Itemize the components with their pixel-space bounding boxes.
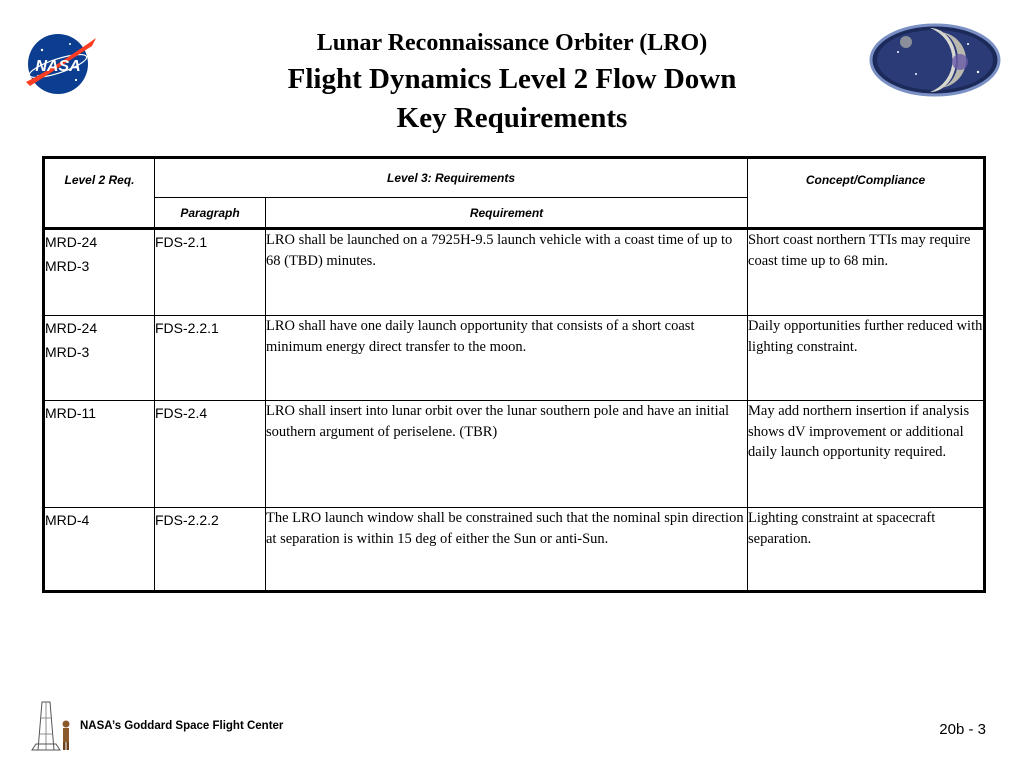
- level2-ref: MRD-3: [45, 258, 90, 274]
- concept-cell: Daily opportunities further reduced with lighting constraint.: [748, 316, 985, 401]
- level2-ref: MRD-24: [45, 234, 98, 250]
- requirement-cell: LRO shall insert into lunar orbit over the lunar southern pole and have an initial southern argument of periselene. (TBR): [266, 401, 748, 508]
- title-line-3: Key Requirements: [396, 102, 628, 134]
- header-concept: Concept/Compliance: [748, 158, 985, 229]
- paragraph-cell: FDS-2.1: [155, 229, 266, 316]
- level2-ref: MRD-24: [45, 320, 98, 336]
- paragraph-cell: FDS-2.2.1: [155, 316, 266, 401]
- nasa-logo-text: NASA: [35, 58, 81, 75]
- table-row: [44, 229, 985, 316]
- concept-cell: May add northern insertion if analysis shows dV improvement or additional daily launch opportunity required.: [748, 401, 985, 508]
- page-title: [200, 26, 824, 138]
- goddard-rocket-icon: [28, 698, 76, 754]
- level2-cell: [44, 508, 155, 592]
- level2-ref: MRD-3: [45, 344, 90, 360]
- title-line-1: Lunar Reconnaissance Orbiter (LRO): [316, 30, 708, 56]
- concept-cell: Short coast northern TTIs may require coast time up to 68 min.: [748, 229, 985, 316]
- page-number: 20b - 3: [939, 721, 986, 738]
- concept-cell: Lighting constraint at spacecraft separation.: [748, 508, 985, 592]
- header-paragraph: Paragraph: [155, 198, 266, 229]
- level2-cell: [44, 316, 155, 401]
- requirements-table: [42, 156, 986, 593]
- level2-cell: [44, 401, 155, 508]
- table-row: [44, 316, 985, 401]
- header-requirement: Requirement: [266, 198, 748, 229]
- header-level3: Level 3: Requirements: [155, 158, 748, 198]
- level2-ref: MRD-11: [45, 405, 97, 421]
- header-level2: Level 2 Req.: [44, 158, 155, 229]
- table-row: [44, 508, 985, 592]
- level2-ref: MRD-4: [45, 512, 90, 528]
- requirement-cell: LRO shall have one daily launch opportunity that consists of a short coast minimum energy direct transfer to the moon.: [266, 316, 748, 401]
- title-line-2: Flight Dynamics Level 2 Flow Down: [287, 63, 737, 95]
- paragraph-cell: FDS-2.4: [155, 401, 266, 508]
- requirement-cell: LRO shall be launched on a 7925H-9.5 launch vehicle with a coast time of up to 68 (TBD) minutes.: [266, 229, 748, 316]
- footer-center-name: NASA’s Goddard Space Flight Center: [80, 720, 284, 732]
- lro-mission-logo: [868, 22, 1002, 98]
- requirement-cell: The LRO launch window shall be constrained such that the nominal spin direction at separation is within 15 deg of either the Sun or anti-Sun.: [266, 508, 748, 592]
- table-row: [44, 401, 985, 508]
- paragraph-cell: FDS-2.2.2: [155, 508, 266, 592]
- nasa-meatball-logo: [20, 30, 100, 96]
- level2-cell: [44, 229, 155, 316]
